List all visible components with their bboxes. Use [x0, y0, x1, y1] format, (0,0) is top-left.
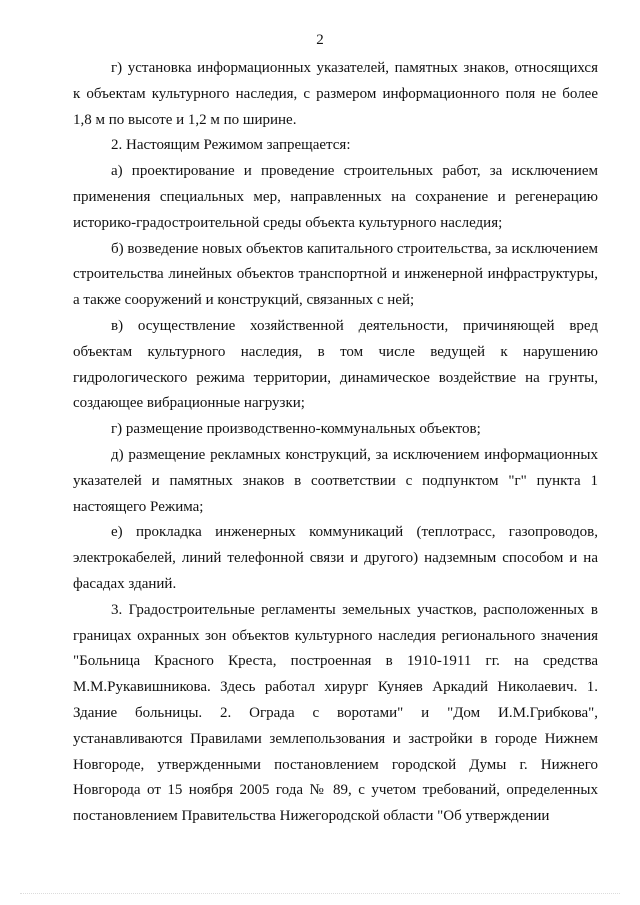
paragraph-item-g-signs: г) установка информационных указателей, памятных знаков, относящихся к объектам культурного наследия, с размером информационного поля не более 1,8 м по высоте и 1,2 м по ширине.	[73, 60, 598, 128]
paragraph-item-g-industrial: г) размещение производственно-коммунальных объектов;	[111, 421, 481, 438]
paragraph-item-b-construction: б) возведение новых объектов капитального строительства, за исключением строительства линейных объектов транспортной и инженерной инфраструктуры, а также сооружений и конструкций, связанных с ней;	[73, 240, 598, 309]
document-body	[73, 56, 598, 830]
paragraph-item-e-utilities: е) прокладка инженерных коммуникаций (теплотрасс, газопроводов, электрокабелей, линий телефонной связи и другого) надземным способом и на фасадах зданий.	[73, 524, 598, 592]
paragraph-item-a-design: а) проектирование и проведение строительных работ, за исключением применения специальных мер, направленных на сохранение и регенерацию историко-градостроительной среды объекта культурного наследия;	[73, 163, 598, 231]
paragraph-section-3-regulations: 3. Градостроительные регламенты земельных участков, расположенных в границах охранных зон объектов культурного наследия регионального значения "Больница Красного Креста, построенная в 1910-1911 гг. на средства М.М.Рукавишникова. Здесь работал хирург Куняев Аркадий Николаевич. 1. Здание больницы. 2. Ограда с воротами" и "Дом И.М.Грибкова", устанавливаются Правилами землепользования и застройки в городе Нижнем Новгороде, утвержденными постановлением городской Думы г. Нижнего Новгорода от 15 ноября 2005 года № 89, с учетом требований, определенных постановлением Правительства Нижегородской области "Об утверждении	[73, 601, 598, 825]
scan-edge-divider	[20, 893, 620, 898]
page-number: 2	[316, 32, 324, 48]
paragraph-item-v-economic-activity: в) осуществление хозяйственной деятельности, причиняющей вред объектам культурного наследия, в том числе ведущей к нарушению гидрологического режима территории, динамическое воздействие на грунты, создающее вибрационные нагрузки;	[73, 317, 598, 412]
paragraph-section-2-heading: 2. Настоящим Режимом запрещается:	[111, 137, 351, 154]
paragraph-item-d-advertising: д) размещение рекламных конструкций, за исключением информационных указателей и памятных знаков в соответствии с подпунктом "г" пункта 1 настоящего Режима;	[73, 446, 598, 515]
